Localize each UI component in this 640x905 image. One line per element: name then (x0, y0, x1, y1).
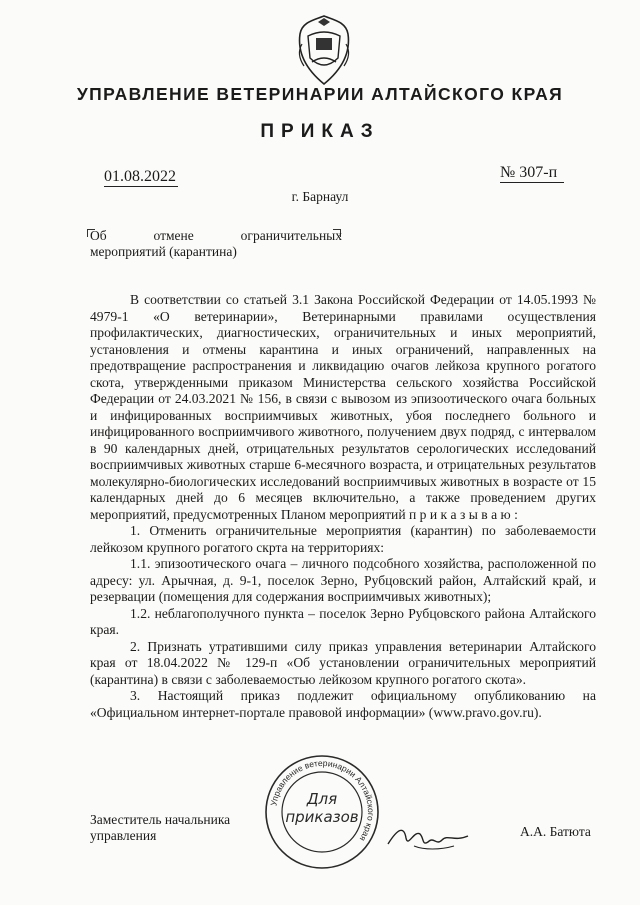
subject-word: отмене (153, 228, 194, 243)
stamp-text-line: приказов (285, 808, 359, 826)
document-type: ПРИКАЗ (260, 121, 380, 142)
organization-title: УПРАВЛЕНИЕ ВЕТЕРИНАРИИ АЛТАЙСКОГО КРАЯ (76, 84, 564, 104)
body-paragraph: 2. Признать утратившими силу приказ управления ветеринарии Алтайского края от 18.04.2022 № 129-п «Об установлении ограничительных мероприятий (карантина) в связи с заболеваемостью лейкозом крупного рогатого скота». (90, 638, 596, 687)
body-paragraph: 1. Отменить ограничительные мероприятия (карантин) по заболеваемости лейкозом крупного рогатого скрта на территориях: (90, 523, 596, 555)
body-paragraph: 1.2. неблагополучного пункта – поселок Зерно Рубцовского района Алтайского края. (90, 605, 596, 637)
body-paragraph: В соответствии со статьей 3.1 Закона Российской Федерации от 14.05.1993 № 4979-1 «О ветеринарии», Ветеринарными правилами осуществления профилактических, диагностических, ограничительных и иных мероприятий, установления и отмены карантина и иных ограничений, направленных на предотвращение распространения и ликвидацию очагов лейкоза крупного рогатого скота, утвержденными приказом Министерства сельского хозяйства Российской Федерации от 24.03.2021 № 156, в связи с вывозом из эпизоотического очага больных и инфицированных восприимчивых животных, убоя последнего больного и инфицированного восприимчивого животного, получением двух подряд, с интервалом в 90 календарных дней, отрицательных результатов серологических исследований восприимчивых животных старше 6-месячного возраста, и отрицательных результатов молекулярно-биологических исследований восприимчивых животных в возрасте от 15 календарных дней до 6 месяцев включительно, а также проведением других мероприятий, предусмотренных Планом мероприятий п р и к а з ы в а ю : (90, 292, 596, 522)
subject-line: мероприятий (карантина) (90, 244, 237, 259)
stamp-text-line: Для (306, 790, 338, 808)
signer-position-line: Заместитель начальника (90, 812, 231, 827)
coat-of-arms-emblem (292, 14, 356, 86)
signer-name: А.А. Батюта (520, 824, 591, 839)
stamp-ring-text: Управление ветеринарии Алтайского края (268, 757, 377, 844)
document-number: № 307-п (500, 164, 564, 183)
body-paragraph: 1.1. эпизоотического очага – личного подсобного хозяйства, расположенной по адресу: ул. Арычная, д. 9-1, поселок Зерно, Рубцовский район, Алтайский край, и резервации (помещения для содержания восприимчивых животных); (90, 556, 596, 604)
document-body (90, 292, 596, 721)
document-subject (90, 228, 342, 260)
official-stamp (262, 752, 382, 872)
subject-word: ограничительных (240, 228, 342, 243)
document-date: 01.08.2022 (104, 168, 176, 185)
body-paragraph: 3. Настоящий приказ подлежит официальному опубликованию на «Официальном интернет-портале правовой информации» (www.pravo.gov.ru). (90, 688, 596, 720)
signer-position-line: управления (90, 828, 157, 843)
signer-position (90, 812, 230, 844)
handwritten-signature (384, 816, 474, 856)
subject-word: Об (90, 228, 107, 243)
document-city: г. Барнаул (291, 189, 349, 204)
